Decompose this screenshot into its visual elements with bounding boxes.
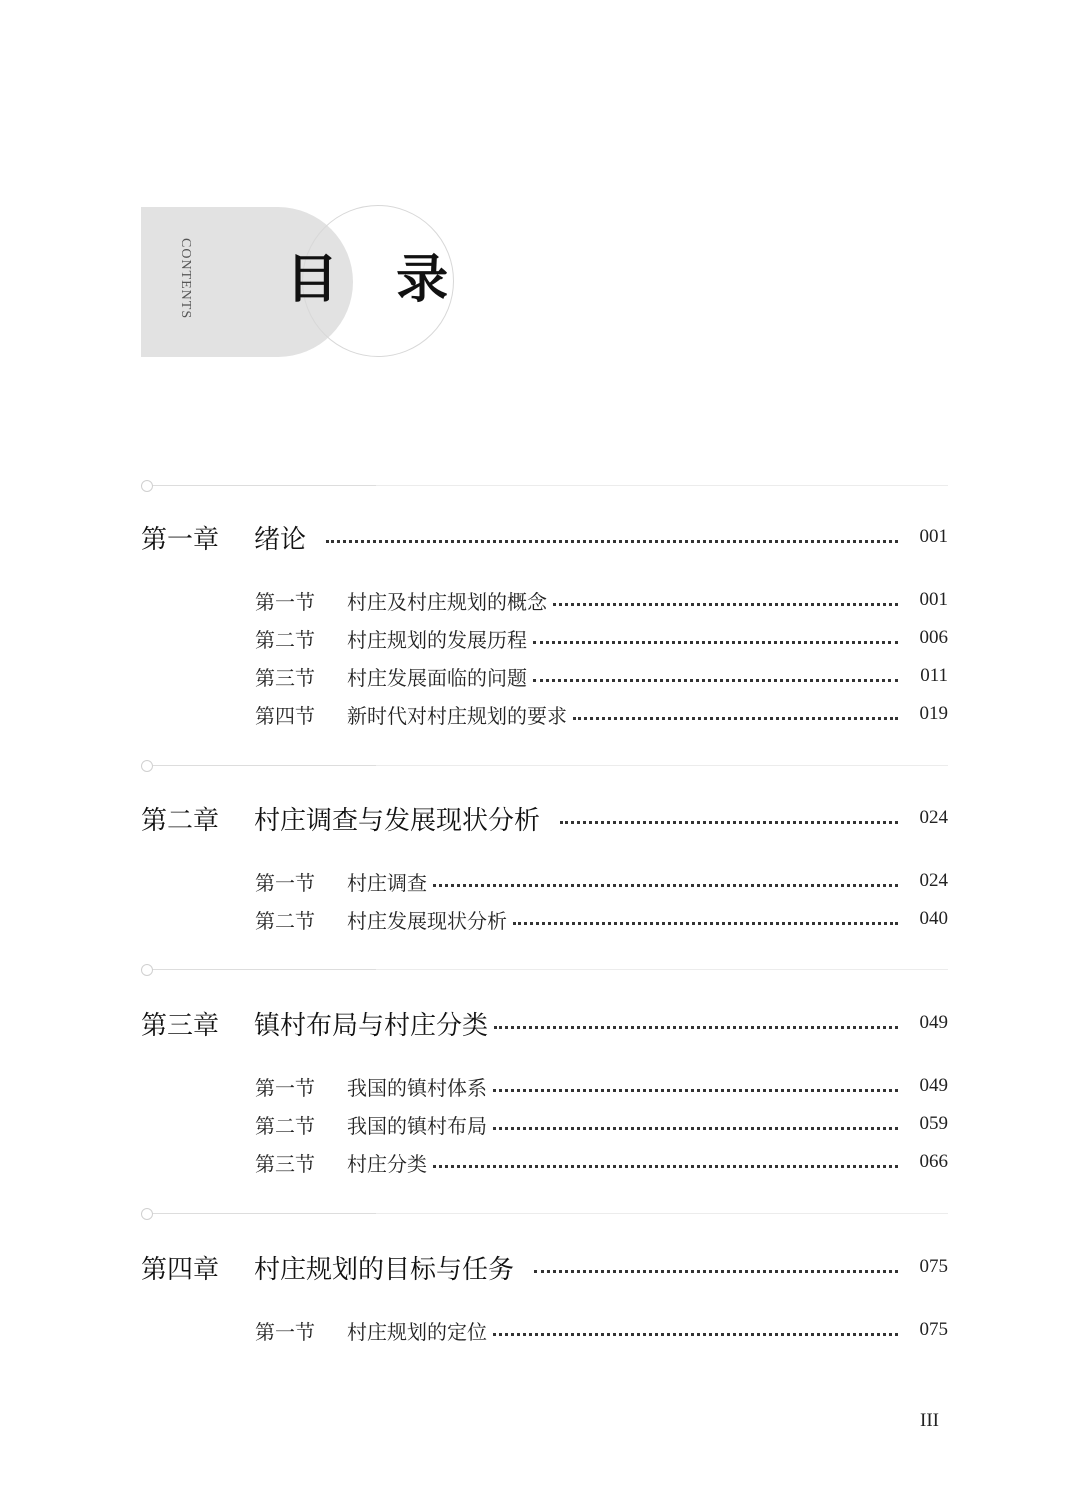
dot-leader bbox=[560, 821, 898, 824]
dot-leader bbox=[433, 884, 898, 887]
section-title: 村庄及村庄规划的概念 bbox=[347, 589, 547, 614]
chapter-divider bbox=[141, 479, 948, 493]
chapter-divider bbox=[141, 759, 948, 773]
dot-leader bbox=[493, 1333, 898, 1336]
chapter-page: 049 bbox=[919, 1012, 948, 1033]
toc-section[interactable] bbox=[255, 1315, 948, 1345]
chapter-title: 镇村布局与村庄分类 bbox=[254, 1010, 489, 1041]
chapter-number: 第二章 bbox=[141, 805, 220, 836]
section-page: 049 bbox=[919, 1075, 948, 1096]
section-title: 村庄分类 bbox=[347, 1151, 427, 1176]
toc-chapter-3[interactable] bbox=[141, 1003, 948, 1043]
page-number: III bbox=[920, 1410, 939, 1431]
chapter-number: 第四章 bbox=[141, 1254, 220, 1285]
dot-leader bbox=[494, 1026, 898, 1029]
section-title: 新时代对村庄规划的要求 bbox=[347, 703, 567, 728]
section-page: 075 bbox=[919, 1319, 948, 1340]
section-number: 第二节 bbox=[255, 908, 315, 933]
section-number: 第四节 bbox=[255, 703, 315, 728]
section-number: 第二节 bbox=[255, 627, 315, 652]
section-page: 066 bbox=[919, 1151, 948, 1172]
dot-leader bbox=[533, 641, 898, 644]
toc-section[interactable] bbox=[255, 1147, 948, 1177]
dot-leader bbox=[433, 1165, 898, 1168]
dot-leader bbox=[573, 717, 898, 720]
section-page: 019 bbox=[919, 703, 948, 724]
section-number: 第三节 bbox=[255, 1151, 315, 1176]
section-title: 村庄发展面临的问题 bbox=[347, 665, 527, 690]
divider-dot bbox=[141, 760, 153, 772]
chapter-title: 村庄规划的目标与任务 bbox=[254, 1254, 515, 1285]
section-page: 024 bbox=[919, 870, 948, 891]
chapter-title: 绪论 bbox=[254, 524, 307, 555]
section-page: 011 bbox=[920, 665, 948, 686]
divider-dot bbox=[141, 480, 153, 492]
toc-section[interactable] bbox=[255, 585, 948, 615]
section-number: 第二节 bbox=[255, 1113, 315, 1138]
section-page: 040 bbox=[919, 908, 948, 929]
section-number: 第三节 bbox=[255, 665, 315, 690]
section-title: 村庄调查 bbox=[347, 870, 427, 895]
section-title: 村庄发展现状分析 bbox=[347, 908, 507, 933]
toc-section[interactable] bbox=[255, 623, 948, 653]
dot-leader bbox=[493, 1127, 898, 1130]
divider-dot bbox=[141, 1208, 153, 1220]
toc-section[interactable] bbox=[255, 699, 948, 729]
chapter-divider bbox=[141, 963, 948, 977]
toc-section[interactable] bbox=[255, 1109, 948, 1139]
dot-leader bbox=[513, 922, 898, 925]
dot-leader bbox=[533, 679, 898, 682]
section-number: 第一节 bbox=[255, 1319, 315, 1344]
chapter-page: 024 bbox=[919, 807, 948, 828]
dot-leader bbox=[534, 1270, 898, 1273]
dot-leader bbox=[493, 1089, 898, 1092]
section-title: 村庄规划的发展历程 bbox=[347, 627, 527, 652]
section-number: 第一节 bbox=[255, 589, 315, 614]
chapter-number: 第一章 bbox=[141, 524, 220, 555]
section-page: 006 bbox=[919, 627, 948, 648]
section-title: 我国的镇村体系 bbox=[347, 1075, 487, 1100]
page-title: 目 录 bbox=[286, 250, 469, 310]
toc-section[interactable] bbox=[255, 904, 948, 934]
chapter-page: 001 bbox=[919, 526, 948, 547]
contents-label: CONTENTS bbox=[178, 238, 193, 320]
toc-chapter-1[interactable] bbox=[141, 517, 948, 557]
chapter-divider bbox=[141, 1207, 948, 1221]
dot-leader bbox=[326, 540, 898, 543]
section-number: 第一节 bbox=[255, 1075, 315, 1100]
toc-section[interactable] bbox=[255, 661, 948, 691]
chapter-number: 第三章 bbox=[141, 1010, 220, 1041]
toc-chapter-4[interactable] bbox=[141, 1247, 948, 1287]
toc-section[interactable] bbox=[255, 866, 948, 896]
section-number: 第一节 bbox=[255, 870, 315, 895]
dot-leader bbox=[553, 603, 898, 606]
toc-section[interactable] bbox=[255, 1071, 948, 1101]
section-title: 村庄规划的定位 bbox=[347, 1319, 487, 1344]
section-page: 059 bbox=[919, 1113, 948, 1134]
divider-dot bbox=[141, 964, 153, 976]
chapter-page: 075 bbox=[919, 1256, 948, 1277]
chapter-title: 村庄调查与发展现状分析 bbox=[254, 805, 541, 836]
toc-chapter-2[interactable] bbox=[141, 798, 948, 838]
section-page: 001 bbox=[919, 589, 948, 610]
section-title: 我国的镇村布局 bbox=[347, 1113, 487, 1138]
